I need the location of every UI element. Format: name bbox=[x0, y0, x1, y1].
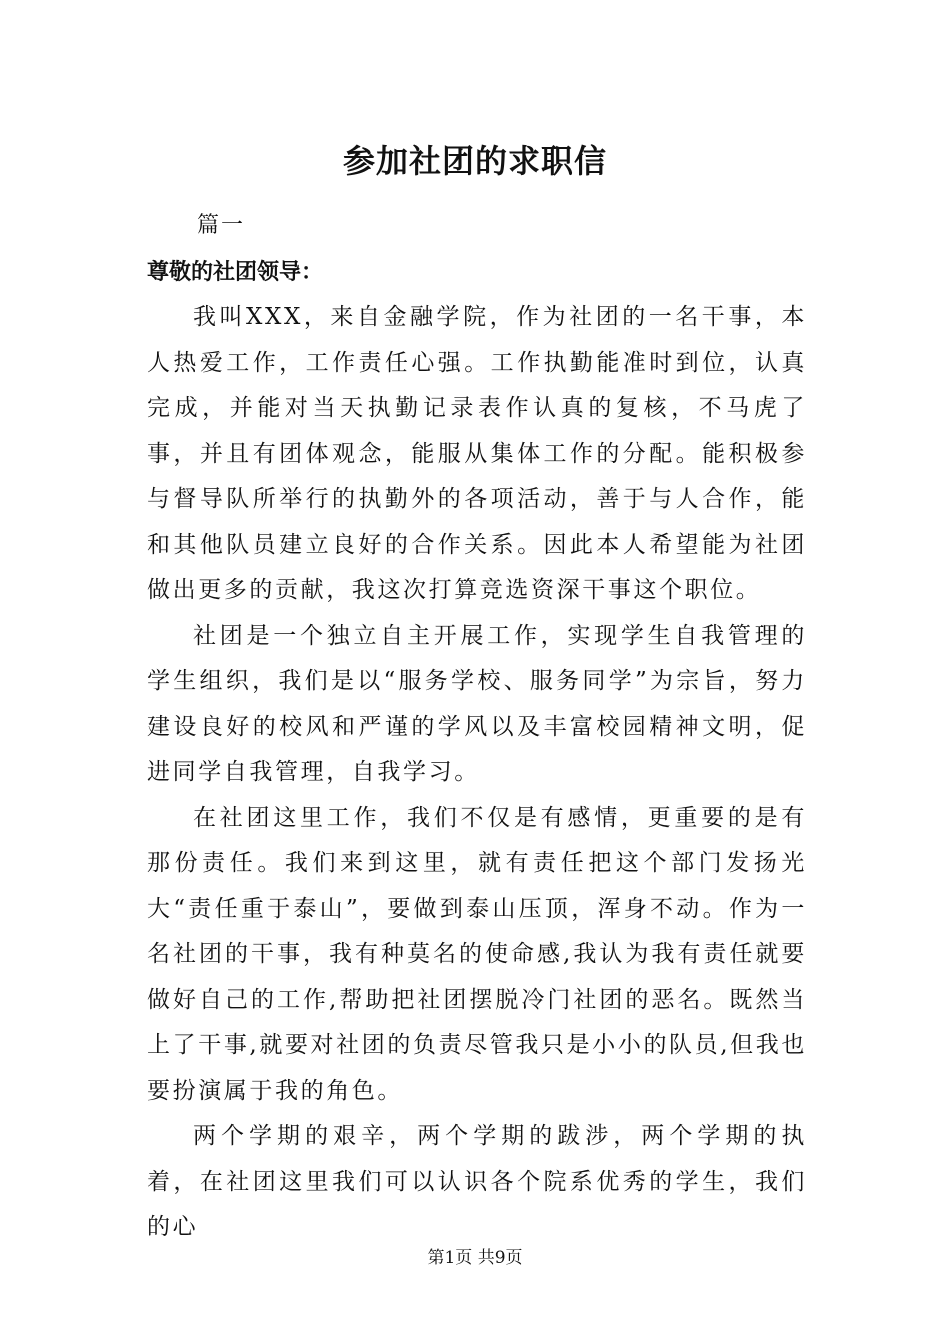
paragraph-3: 在社团这里工作，我们不仅是有感情，更重要的是有那份责任。我们来到这里，就有责任把这个部门发扬光大“责任重于泰山”，要做到泰山压顶，浑身不动。作为一名社团的干事，我有种莫名的使命感,我认为我有责任就要做好自己的工作,帮助把社团摆脱冷门社团的恶名。既然当上了干事,就要对社团的负责尽管我只是小小的队员,但我也要扮演属于我的角色。 bbox=[147, 804, 807, 1104]
page-footer: 第1页 共9页 bbox=[427, 1248, 523, 1268]
letter-body bbox=[147, 295, 807, 1251]
section-label: 篇一 bbox=[197, 213, 246, 238]
salutation: 尊敬的社团领导： bbox=[147, 259, 324, 285]
document-title: 参加社团的求职信 bbox=[342, 142, 607, 180]
paragraph-1: 我叫XXX，来自金融学院，作为社团的一名干事，本人热爱工作，工作责任心强。工作执勤能准时到位，认真完成，并能对当天执勤记录表作认真的复核，不马虎了事，并且有团体观念，能服从集体工作的分配。能积极参与督导队所举行的执勤外的各项活动，善于与人合作，能和其他队员建立良好的合作关系。因此本人希望能为社团做出更多的贡献，我这次打算竞选资深干事这个职位。 bbox=[147, 304, 807, 603]
paragraph-2: 社团是一个独立自主开展工作，实现学生自我管理的学生组织，我们是以“服务学校、服务同学”为宗旨，努力建设良好的校风和严谨的学风以及丰富校园精神文明，促进同学自我管理，自我学习。 bbox=[147, 622, 807, 785]
paragraph-4: 两个学期的艰辛，两个学期的跋涉，两个学期的执着，在社团这里我们可以认识各个院系优秀的学生，我们的心 bbox=[147, 1123, 807, 1240]
